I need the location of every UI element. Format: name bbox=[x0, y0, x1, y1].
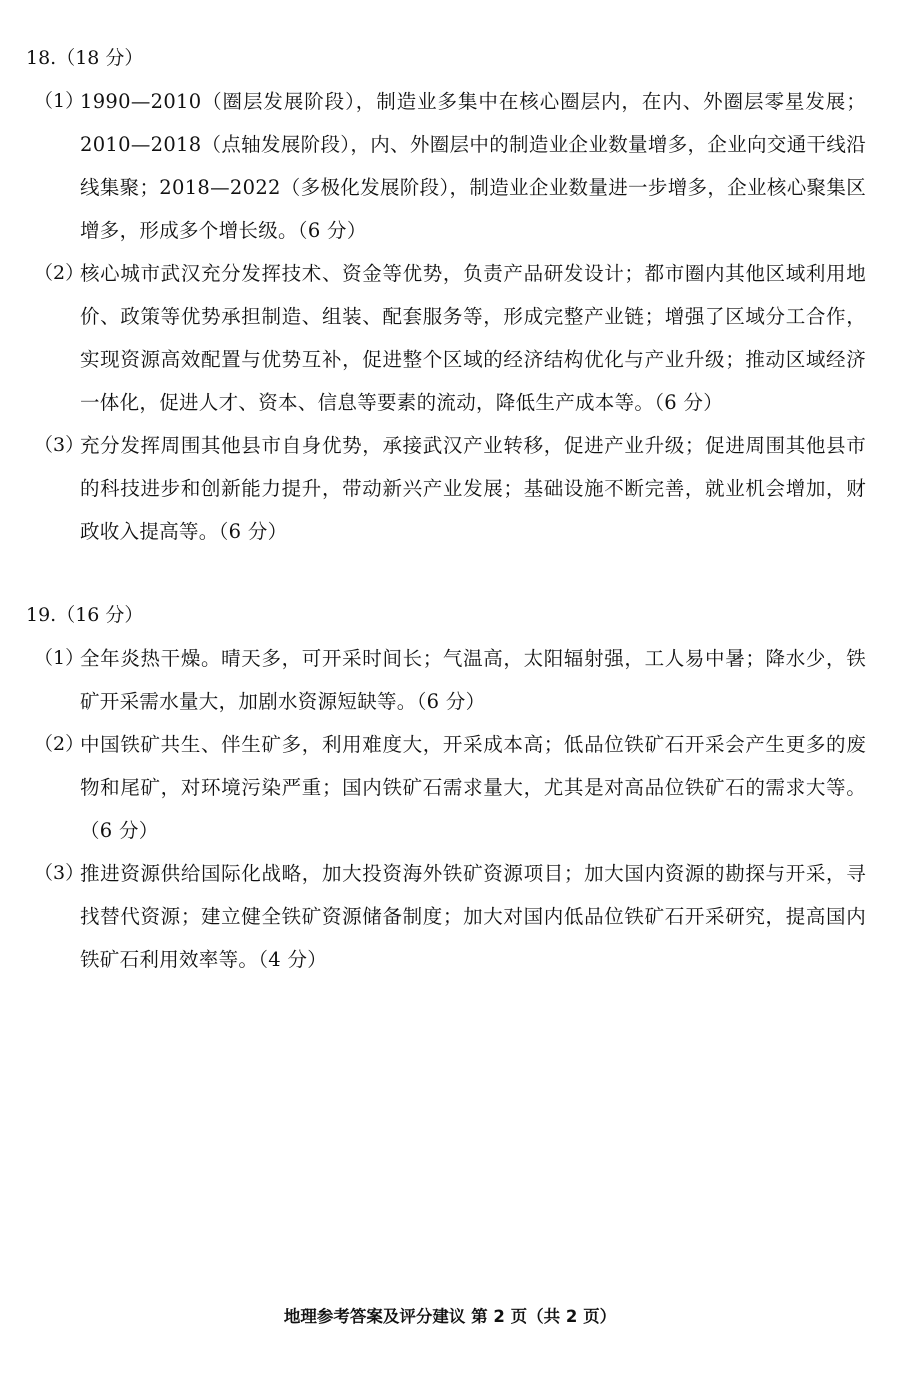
item-number: （2） bbox=[34, 733, 85, 755]
question-heading: 19.（16 分） bbox=[26, 604, 144, 626]
item-number: （1） bbox=[34, 90, 85, 112]
item-text: 全年炎热干燥。晴天多，可开采时间长；气温高，太阳辐射强，工人易中暑；降水少，铁矿开采需水量大，加剧水资源短缺等。（6 分） bbox=[80, 647, 866, 713]
answer-item bbox=[34, 252, 874, 424]
item-number: （3） bbox=[34, 862, 85, 884]
item-text: 中国铁矿共生、伴生矿多，利用难度大，开采成本高；低品位铁矿石开采会产生更多的废物和尾矿，对环境污染严重；国内铁矿石需求量大，尤其是对高品位铁矿石的需求大等。（6 分） bbox=[80, 733, 866, 842]
answer-item bbox=[34, 723, 874, 852]
item-number: （1） bbox=[34, 647, 85, 669]
item-number: （3） bbox=[34, 434, 85, 456]
answer-item bbox=[34, 424, 874, 553]
question-19 bbox=[26, 594, 876, 981]
page-footer: 地理参考答案及评分建议 第 2 页（共 2 页） bbox=[283, 1307, 617, 1326]
answer-item bbox=[34, 637, 874, 723]
answer-item bbox=[34, 852, 874, 981]
item-text: 1990—2010（圈层发展阶段），制造业多集中在核心圈层内，在内、外圈层零星发展；2010—2018（点轴发展阶段），内、外圈层中的制造业企业数量增多，企业向交通干线沿线集聚；2018—2022（多极化发展阶段），制造业企业数量进一步增多，企业核心聚集区增多，形成多个增长级。（6 分） bbox=[80, 90, 866, 242]
item-text: 核心城市武汉充分发挥技术、资金等优势，负责产品研发设计；都市圈内其他区域利用地价、政策等优势承担制造、组装、配套服务等，形成完整产业链；增强了区域分工合作，实现资源高效配置与优势互补，促进整个区域的经济结构优化与产业升级；推动区域经济一体化，促进人才、资本、信息等要素的流动，降低生产成本等。（6 分） bbox=[80, 262, 866, 414]
item-text: 推进资源供给国际化战略，加大投资海外铁矿资源项目；加大国内资源的勘探与开采，寻找替代资源；建立健全铁矿资源储备制度；加大对国内低品位铁矿石开采研究，提高国内铁矿石利用效率等。（4 分） bbox=[80, 862, 866, 971]
question-heading: 18.（18 分） bbox=[26, 47, 144, 69]
answer-item bbox=[34, 80, 874, 252]
question-18 bbox=[26, 37, 876, 553]
item-text: 充分发挥周围其他县市自身优势，承接武汉产业转移，促进产业升级；促进周围其他县市的科技进步和创新能力提升，带动新兴产业发展；基础设施不断完善，就业机会增加，财政收入提高等。（6 分） bbox=[80, 434, 866, 543]
item-number: （2） bbox=[34, 262, 85, 284]
